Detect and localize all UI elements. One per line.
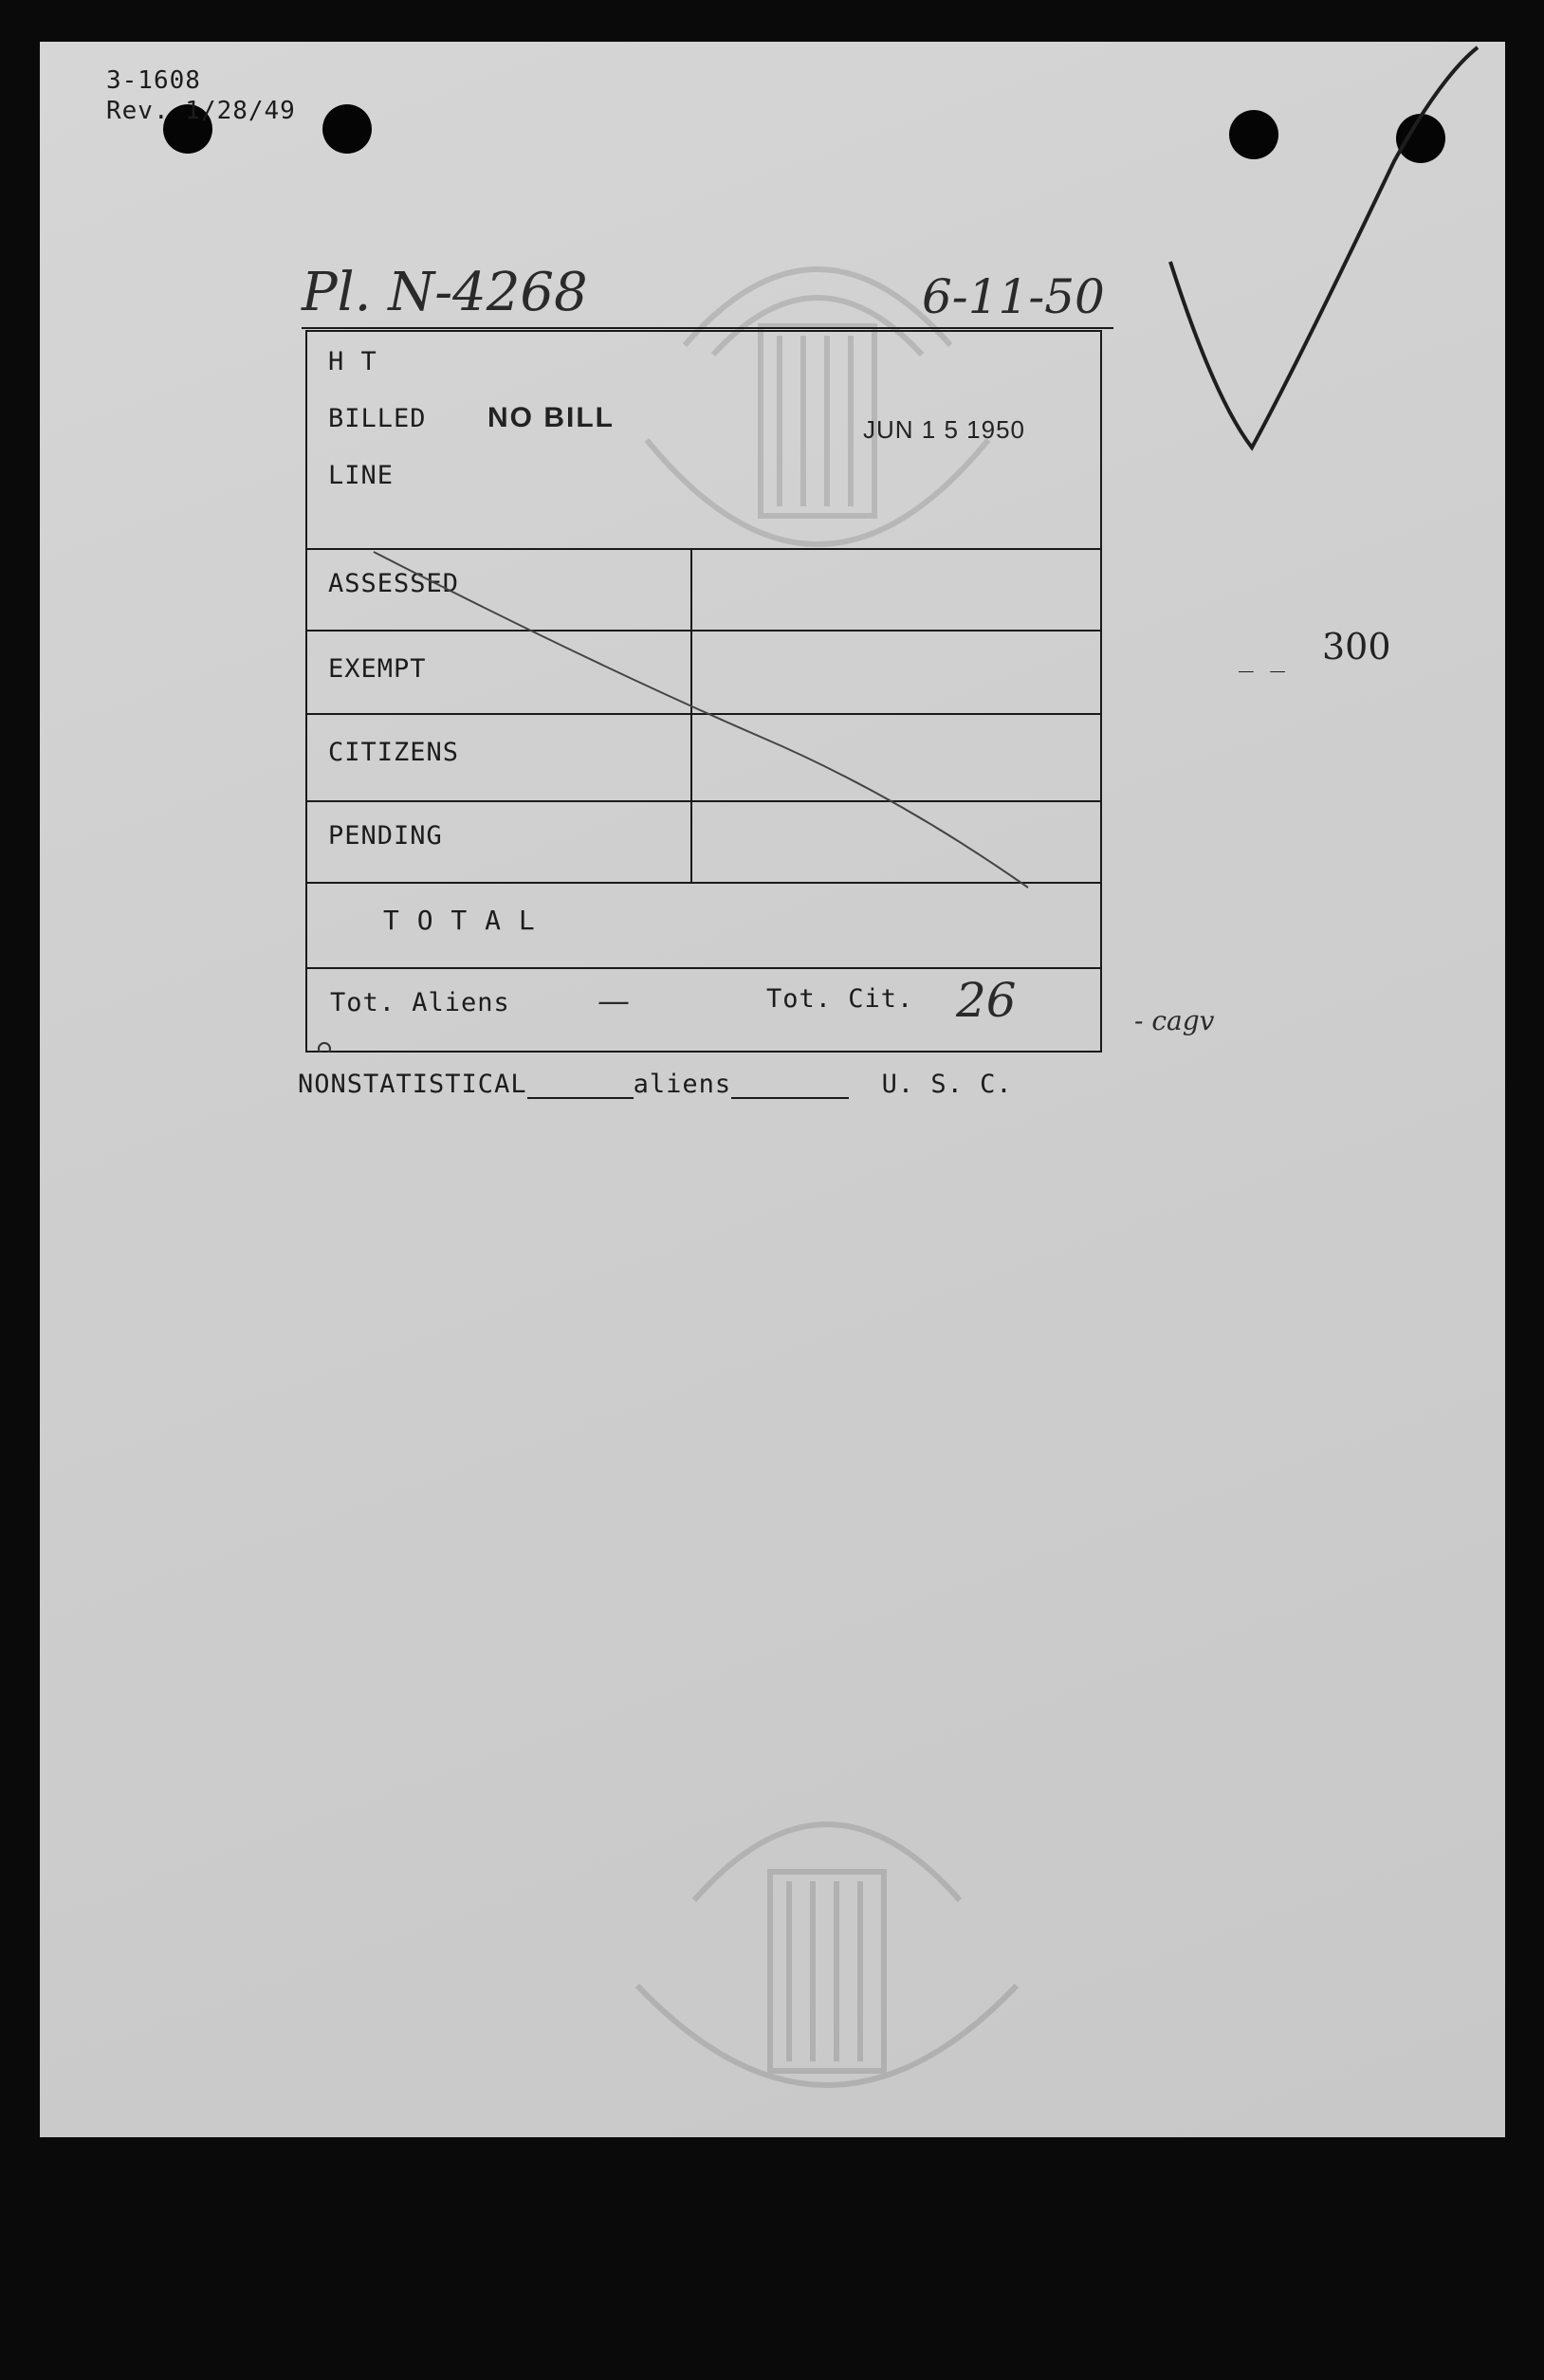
nonstatistical-line — [298, 1070, 1013, 1099]
tot-aliens-label: Tot. Aliens — [330, 988, 510, 1017]
usc-label: U. S. C. — [881, 1070, 1013, 1099]
date-stamp: JUN 1 5 1950 — [863, 415, 1025, 444]
field-ht: H T — [328, 347, 377, 376]
field-billed: BILLED — [328, 404, 427, 433]
watermark-emblem-bottom — [571, 1711, 1083, 2147]
handwritten-date: 6-11-50 — [922, 269, 1105, 324]
form-revision: Rev. 1/28/49 — [106, 97, 296, 125]
strike-through-line — [307, 332, 1100, 1053]
tally-form — [305, 330, 1102, 1053]
nonstatistical-label: NONSTATISTICAL — [298, 1070, 527, 1099]
tot-aliens-value: — — [597, 982, 630, 1020]
margin-dash: _ _ — [1239, 645, 1286, 673]
form-number: 3-1608 — [106, 66, 201, 95]
handwritten-reference: Pl. N-4268 — [302, 262, 588, 323]
nonstatistical-blank — [527, 1072, 634, 1099]
margin-number: 300 — [1322, 626, 1391, 668]
tot-cit-value: 26 — [956, 973, 1017, 1028]
margin-note: - cagv — [1134, 1005, 1215, 1036]
row-citizens: CITIZENS — [328, 738, 460, 767]
check-mark-icon — [1157, 38, 1498, 465]
field-line: LINE — [328, 461, 395, 490]
row-pending: PENDING — [328, 821, 443, 851]
no-bill-stamp: NO BILL — [487, 402, 615, 433]
row-total: T O T A L — [383, 905, 536, 936]
aliens-label: aliens — [633, 1070, 732, 1099]
tot-cit-label: Tot. Cit. — [766, 984, 914, 1014]
punch-hole-left-b — [322, 104, 372, 154]
aliens-blank — [731, 1072, 849, 1099]
row-exempt: EXEMPT — [328, 654, 427, 684]
row-assessed: ASSESSED — [328, 569, 460, 598]
header-underline — [302, 327, 1113, 329]
